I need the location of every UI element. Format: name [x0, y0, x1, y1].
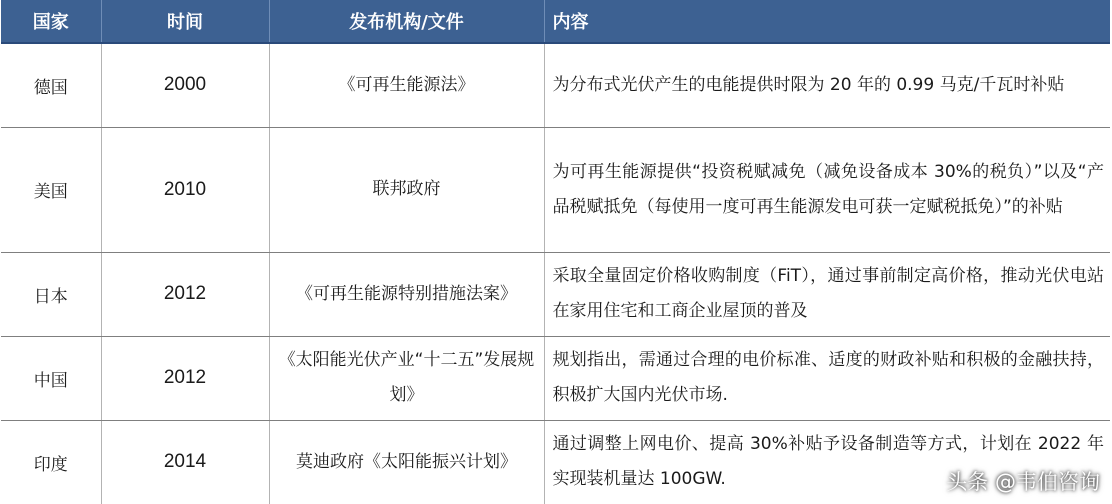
table-row: [1, 252, 1110, 336]
header-country: 国家: [1, 0, 101, 43]
org-cell: 联邦政府: [269, 127, 544, 252]
content-cell: 为分布式光伏产生的电能提供时限为 20 年的 0.99 马克/千瓦时补贴: [544, 43, 1110, 127]
org-cell: 莫迪政府《太阳能振兴计划》: [269, 420, 544, 504]
header-org: 发布机构/文件: [269, 0, 544, 43]
header-row: [1, 0, 1110, 43]
header-year: 时间: [101, 0, 269, 43]
country-cell: 印度: [1, 420, 101, 504]
content-cell: 通过调整上网电价、提高 30%补贴予设备制造等方式，计划在 2022 年实现装机量达 100GW.: [552, 434, 1104, 490]
table-row: [1, 43, 1110, 127]
year-cell: 2010: [101, 127, 269, 252]
org-cell: 《可再生能源特别措施法案》: [269, 252, 544, 336]
country-cell: 中国: [1, 336, 101, 420]
table-row: [1, 420, 1110, 504]
country-cell: 日本: [1, 252, 101, 336]
year-cell: 2012: [101, 252, 269, 336]
year-cell: 2000: [101, 43, 269, 127]
country-cell: 德国: [1, 43, 101, 127]
policy-table: [1, 0, 1110, 504]
country-cell: 美国: [1, 127, 101, 252]
content-cell: 为可再生能源提供“投资税赋减免（减免设备成本 30%的税负）”以及“产品税赋抵免（每使用一度可再生能源发电可获一定赋税抵免）”的补贴: [544, 127, 1110, 252]
content-cell: 规划指出，需通过合理的电价标准、适度的财政补贴和积极的金融扶持，积极扩大国内光伏市场.: [544, 336, 1110, 420]
table-row: [1, 336, 1110, 420]
watermark: 头条 @韦伯咨询: [946, 470, 1100, 494]
content-cell: 采取全量固定价格收购制度（FiT），通过事前制定高价格，推动光伏电站在家用住宅和工商企业屋顶的普及: [544, 252, 1110, 336]
header-content: 内容: [544, 0, 1110, 43]
year-cell: 2012: [101, 336, 269, 420]
table-row: [1, 127, 1110, 252]
org-cell: 《可再生能源法》: [269, 43, 544, 127]
year-cell: 2014: [101, 420, 269, 504]
org-cell: 《太阳能光伏产业“十二五”发展规划》: [269, 336, 544, 420]
